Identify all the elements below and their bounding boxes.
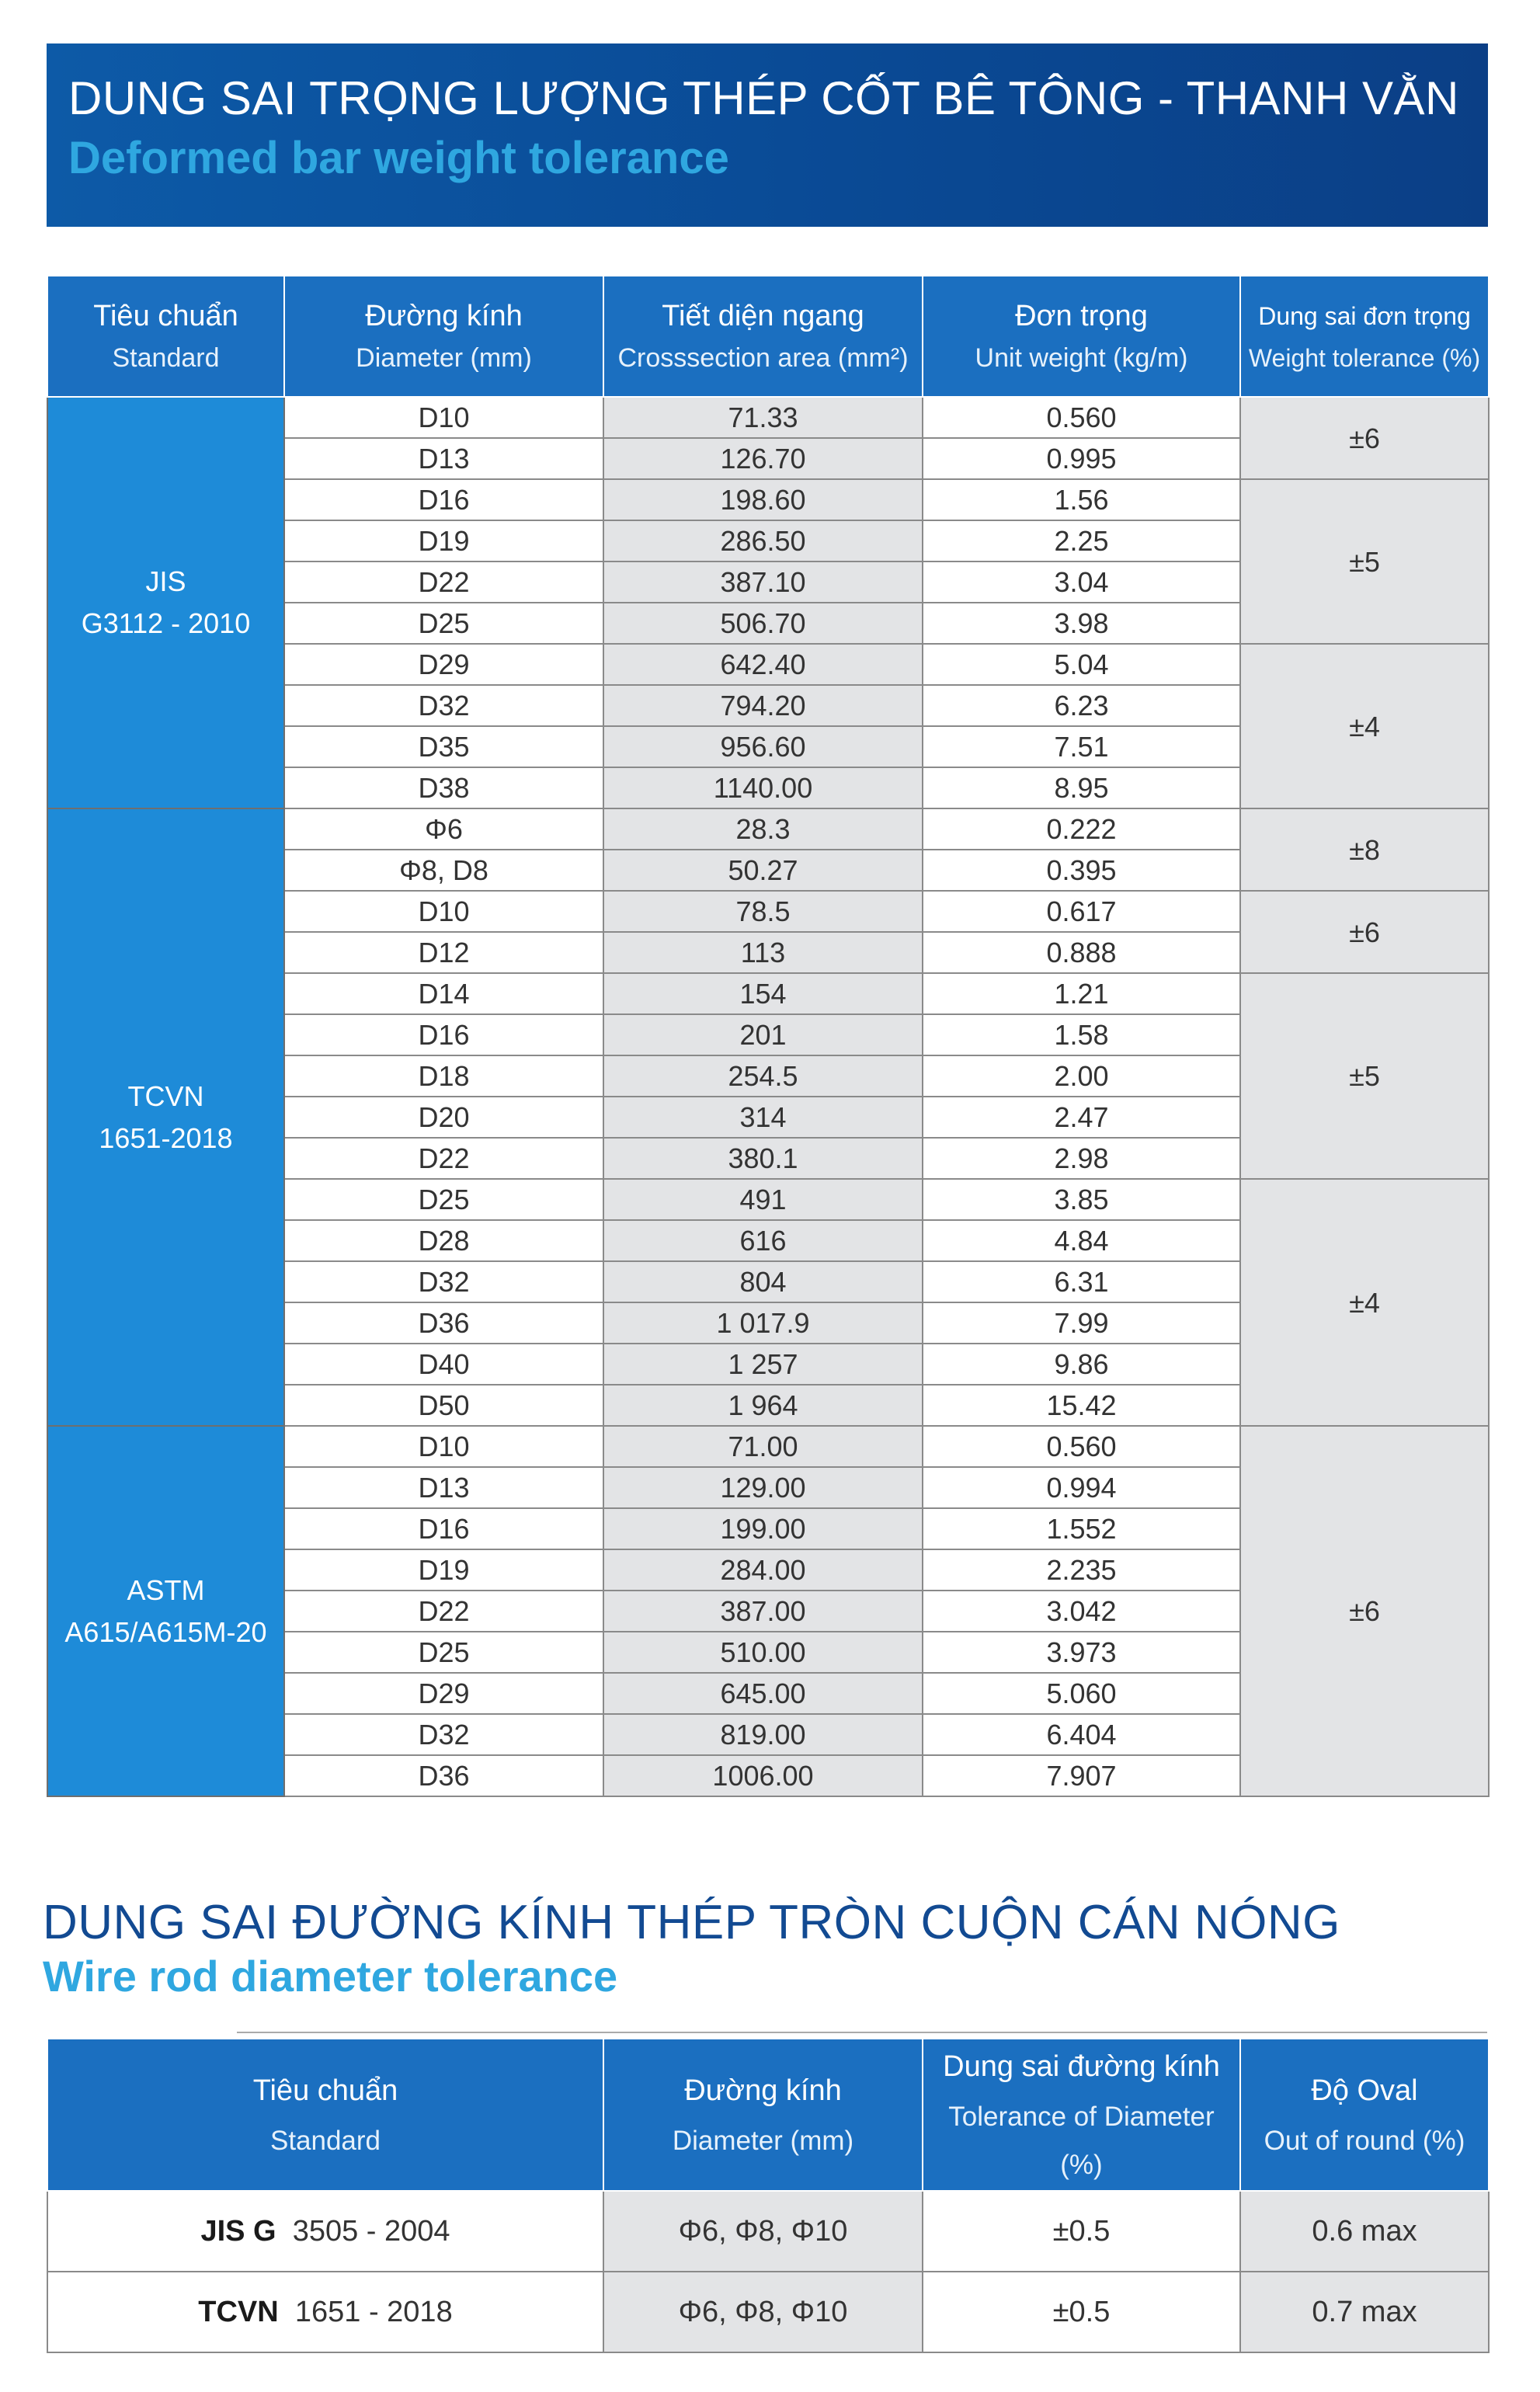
unit-weight-cell: 2.98 bbox=[923, 1138, 1240, 1179]
diameter-cell: D29 bbox=[284, 1673, 603, 1714]
area-cell: 71.00 bbox=[603, 1426, 923, 1467]
unit-weight-cell: 3.042 bbox=[923, 1591, 1240, 1632]
area-cell: 50.27 bbox=[603, 850, 923, 891]
title-english: Deformed bar weight tolerance bbox=[68, 133, 729, 183]
table-header-row bbox=[47, 2039, 1489, 2191]
diameter-cell: D16 bbox=[284, 1014, 603, 1055]
unit-weight-cell: 7.51 bbox=[923, 726, 1240, 767]
area-cell: 284.00 bbox=[603, 1549, 923, 1591]
area-cell: 616 bbox=[603, 1220, 923, 1261]
diameter-cell: D16 bbox=[284, 1508, 603, 1549]
area-cell: 491 bbox=[603, 1179, 923, 1220]
unit-weight-cell: 0.222 bbox=[923, 808, 1240, 850]
standard-cell: ASTM A615/A615M-20 bbox=[47, 1426, 284, 1796]
area-cell: 129.00 bbox=[603, 1467, 923, 1508]
unit-weight-cell: 6.31 bbox=[923, 1261, 1240, 1302]
header-standard: Tiêu chuẩn Standard bbox=[47, 276, 284, 397]
unit-weight-cell: 2.235 bbox=[923, 1549, 1240, 1591]
diameter-cell: D29 bbox=[284, 644, 603, 685]
header-out-of-round: Độ Oval Out of round (%) bbox=[1240, 2039, 1489, 2191]
area-cell: 113 bbox=[603, 932, 923, 973]
diameter-cell: D10 bbox=[284, 1426, 603, 1467]
unit-weight-cell: 6.404 bbox=[923, 1714, 1240, 1755]
unit-weight-cell: 0.560 bbox=[923, 1426, 1240, 1467]
unit-weight-cell: 3.98 bbox=[923, 603, 1240, 644]
area-cell: 71.33 bbox=[603, 397, 923, 438]
unit-weight-cell: 0.560 bbox=[923, 397, 1240, 438]
diameter-cell: Φ6 bbox=[284, 808, 603, 850]
area-cell: 28.3 bbox=[603, 808, 923, 850]
unit-weight-cell: 5.060 bbox=[923, 1673, 1240, 1714]
unit-weight-cell: 0.994 bbox=[923, 1467, 1240, 1508]
header-cross-section: Tiết diện ngang Crosssection area (mm²) bbox=[603, 276, 923, 397]
area-cell: 1 964 bbox=[603, 1385, 923, 1426]
unit-weight-cell: 1.21 bbox=[923, 973, 1240, 1014]
oval-cell: 0.6 max bbox=[1240, 2191, 1489, 2272]
unit-weight-cell: 1.552 bbox=[923, 1508, 1240, 1549]
area-cell: 286.50 bbox=[603, 520, 923, 561]
area-cell: 387.00 bbox=[603, 1591, 923, 1632]
diameter-cell: D10 bbox=[284, 891, 603, 932]
tolerance-cell: ±4 bbox=[1240, 1179, 1489, 1426]
diameter-cell: D16 bbox=[284, 479, 603, 520]
unit-weight-cell: 0.888 bbox=[923, 932, 1240, 973]
section2-title-english: Wire rod diameter tolerance bbox=[43, 1952, 618, 2001]
unit-weight-cell: 4.84 bbox=[923, 1220, 1240, 1261]
unit-weight-cell: 2.25 bbox=[923, 520, 1240, 561]
area-cell: 387.10 bbox=[603, 561, 923, 603]
area-cell: 314 bbox=[603, 1097, 923, 1138]
unit-weight-cell: 1.58 bbox=[923, 1014, 1240, 1055]
title-vietnamese: DUNG SAI TRỌNG LƯỢNG THÉP CỐT BÊ TÔNG - THANH VẰN bbox=[68, 72, 1459, 124]
diameter-cell: D22 bbox=[284, 561, 603, 603]
unit-weight-cell: 2.47 bbox=[923, 1097, 1240, 1138]
unit-weight-cell: 3.04 bbox=[923, 561, 1240, 603]
diameter-cell: D32 bbox=[284, 685, 603, 726]
unit-weight-cell: 1.56 bbox=[923, 479, 1240, 520]
diameter-cell: D38 bbox=[284, 767, 603, 808]
diameter-cell: D36 bbox=[284, 1302, 603, 1344]
diameter-cell: D22 bbox=[284, 1138, 603, 1179]
title-banner bbox=[47, 43, 1488, 227]
tolerance-cell: ±5 bbox=[1240, 973, 1489, 1179]
unit-weight-cell: 0.995 bbox=[923, 438, 1240, 479]
area-cell: 794.20 bbox=[603, 685, 923, 726]
table-row bbox=[47, 2272, 1489, 2352]
diameter-cell: D25 bbox=[284, 1632, 603, 1673]
unit-weight-cell: 6.23 bbox=[923, 685, 1240, 726]
table-row bbox=[47, 1426, 1489, 1467]
diameter-cell: D32 bbox=[284, 1261, 603, 1302]
header-unit-weight: Đơn trọng Unit weight (kg/m) bbox=[923, 276, 1240, 397]
diameter-cell: D10 bbox=[284, 397, 603, 438]
diameter-cell: D13 bbox=[284, 1467, 603, 1508]
header-standard: Tiêu chuẩn Standard bbox=[47, 2039, 603, 2191]
diameter-cell: D36 bbox=[284, 1755, 603, 1796]
section2-title-vietnamese: DUNG SAI ĐƯỜNG KÍNH THÉP TRÒN CUỘN CÁN NÓNG bbox=[43, 1896, 1340, 1949]
diameter-cell: D35 bbox=[284, 726, 603, 767]
area-cell: 510.00 bbox=[603, 1632, 923, 1673]
standard-cell: TCVN 1651 - 2018 bbox=[47, 2272, 603, 2352]
header-diameter: Đường kính Diameter (mm) bbox=[284, 276, 603, 397]
diameter-cell: D50 bbox=[284, 1385, 603, 1426]
area-cell: 254.5 bbox=[603, 1055, 923, 1097]
tolerance-cell: ±4 bbox=[1240, 644, 1489, 808]
area-cell: 198.60 bbox=[603, 479, 923, 520]
diameter-cell: D13 bbox=[284, 438, 603, 479]
header-diameter-tolerance: Dung sai đường kính Tolerance of Diameter (%) bbox=[923, 2039, 1240, 2191]
wire-rod-table bbox=[47, 2038, 1490, 2353]
diameter-cell: D19 bbox=[284, 1549, 603, 1591]
header-weight-tolerance: Dung sai đơn trọng Weight tolerance (%) bbox=[1240, 276, 1489, 397]
area-cell: 506.70 bbox=[603, 603, 923, 644]
unit-weight-cell: 2.00 bbox=[923, 1055, 1240, 1097]
table-row bbox=[47, 808, 1489, 850]
table-row bbox=[47, 2191, 1489, 2272]
standard-cell: TCVN 1651-2018 bbox=[47, 808, 284, 1426]
unit-weight-cell: 0.395 bbox=[923, 850, 1240, 891]
area-cell: 380.1 bbox=[603, 1138, 923, 1179]
area-cell: 126.70 bbox=[603, 438, 923, 479]
area-cell: 819.00 bbox=[603, 1714, 923, 1755]
table-header-row bbox=[47, 276, 1489, 397]
area-cell: 199.00 bbox=[603, 1508, 923, 1549]
tolerance-cell: ±8 bbox=[1240, 808, 1489, 891]
area-cell: 645.00 bbox=[603, 1673, 923, 1714]
tolerance-cell: ±6 bbox=[1240, 891, 1489, 973]
tolerance-cell: ±6 bbox=[1240, 1426, 1489, 1796]
area-cell: 1 017.9 bbox=[603, 1302, 923, 1344]
table-row bbox=[47, 397, 1489, 438]
unit-weight-cell: 3.973 bbox=[923, 1632, 1240, 1673]
area-cell: 78.5 bbox=[603, 891, 923, 932]
area-cell: 804 bbox=[603, 1261, 923, 1302]
diameter-cell: D28 bbox=[284, 1220, 603, 1261]
area-cell: 956.60 bbox=[603, 726, 923, 767]
unit-weight-cell: 7.907 bbox=[923, 1755, 1240, 1796]
deformed-bar-table bbox=[47, 275, 1490, 1797]
unit-weight-cell: 8.95 bbox=[923, 767, 1240, 808]
diameter-cell: D14 bbox=[284, 973, 603, 1014]
tolerance-cell: ±5 bbox=[1240, 479, 1489, 644]
diameter-cell: D12 bbox=[284, 932, 603, 973]
unit-weight-cell: 7.99 bbox=[923, 1302, 1240, 1344]
diameter-cell: D22 bbox=[284, 1591, 603, 1632]
diameter-cell: D25 bbox=[284, 603, 603, 644]
tolerance-cell: ±0.5 bbox=[923, 2272, 1240, 2352]
unit-weight-cell: 15.42 bbox=[923, 1385, 1240, 1426]
oval-cell: 0.7 max bbox=[1240, 2272, 1489, 2352]
diameter-cell: D32 bbox=[284, 1714, 603, 1755]
area-cell: 1006.00 bbox=[603, 1755, 923, 1796]
tolerance-cell: ±0.5 bbox=[923, 2191, 1240, 2272]
area-cell: 154 bbox=[603, 973, 923, 1014]
unit-weight-cell: 3.85 bbox=[923, 1179, 1240, 1220]
diameter-cell: D18 bbox=[284, 1055, 603, 1097]
diameter-cell: Φ6, Φ8, Φ10 bbox=[603, 2272, 923, 2352]
unit-weight-cell: 0.617 bbox=[923, 891, 1240, 932]
header-diameter: Đường kính Diameter (mm) bbox=[603, 2039, 923, 2191]
diameter-cell: D40 bbox=[284, 1344, 603, 1385]
area-cell: 1 257 bbox=[603, 1344, 923, 1385]
standard-cell: JIS G 3505 - 2004 bbox=[47, 2191, 603, 2272]
area-cell: 1140.00 bbox=[603, 767, 923, 808]
diameter-cell: D20 bbox=[284, 1097, 603, 1138]
standard-cell: JIS G3112 - 2010 bbox=[47, 397, 284, 808]
unit-weight-cell: 5.04 bbox=[923, 644, 1240, 685]
diameter-cell: D25 bbox=[284, 1179, 603, 1220]
unit-weight-cell: 9.86 bbox=[923, 1344, 1240, 1385]
diameter-cell: D19 bbox=[284, 520, 603, 561]
tolerance-cell: ±6 bbox=[1240, 397, 1489, 479]
divider bbox=[237, 2032, 1487, 2033]
diameter-cell: Φ8, D8 bbox=[284, 850, 603, 891]
area-cell: 201 bbox=[603, 1014, 923, 1055]
area-cell: 642.40 bbox=[603, 644, 923, 685]
diameter-cell: Φ6, Φ8, Φ10 bbox=[603, 2191, 923, 2272]
